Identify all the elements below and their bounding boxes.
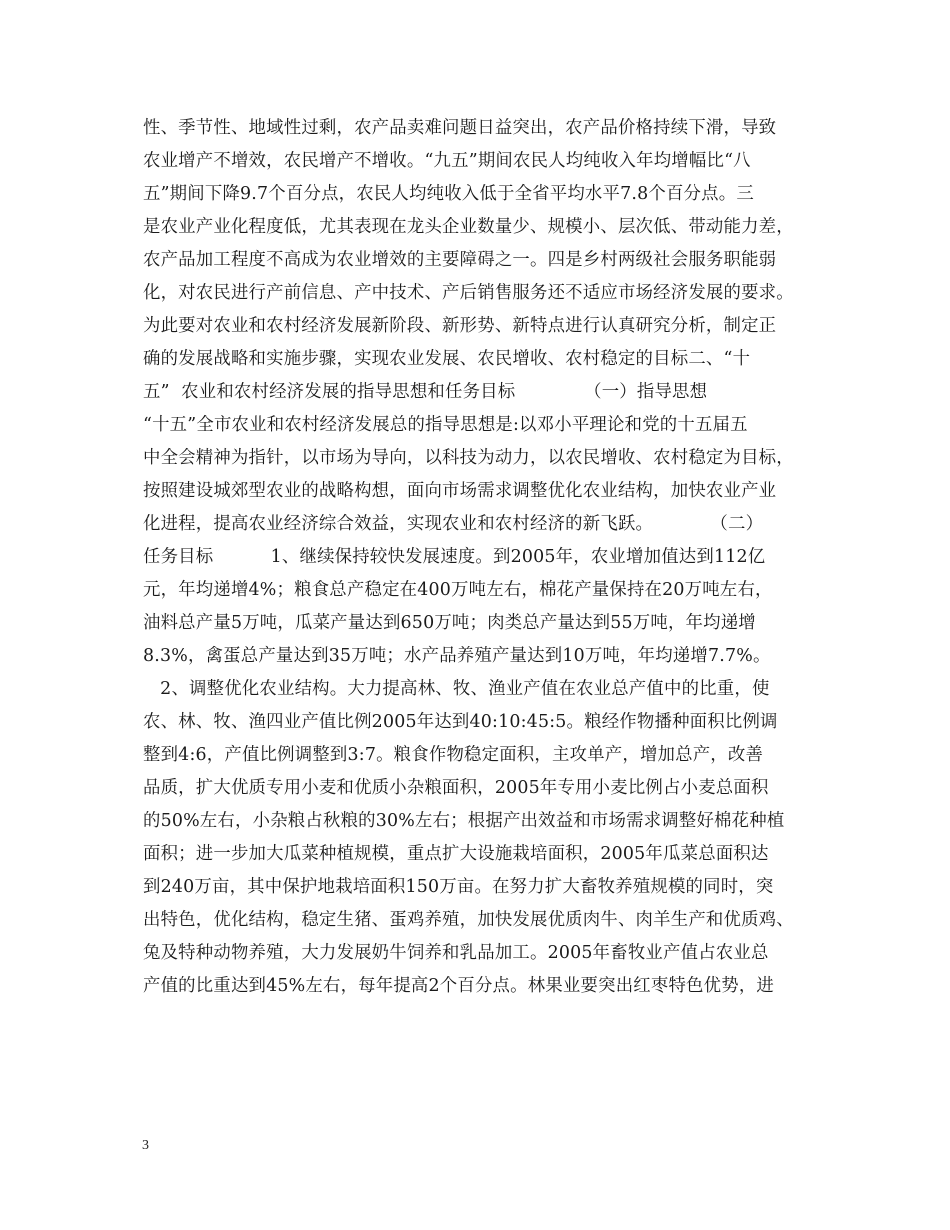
text-line: 兔及特种动物养殖，大力发展奶牛饲养和乳品加工。2005年畜牧业产值占农业总 bbox=[143, 943, 769, 963]
text-line: “十五”全市农业和农村经济发展总的指导思想是:以邓小平理论和党的十五届五 bbox=[143, 415, 748, 435]
text-line: 元，年均递增4%；粮食总产稳定在400万吨左右，棉花产量保持在20万吨左右， bbox=[143, 580, 773, 600]
text-line: 整到4:6，产值比例调整到3:7。粮食作物稳定面积，主攻单产，增加总产，改善 bbox=[143, 745, 764, 765]
text-line: 农业增产不增效，农民增产不增收。“九五”期间农民人均纯收入年均增幅比“八 bbox=[143, 151, 751, 171]
text-line: 确的发展战略和实施步骤，实现农业发展、农民增收、农村稳定的目标二、“十 bbox=[143, 349, 751, 369]
text-line: 五” 农业和农村经济发展的指导思想和任务目标 （一）指导思想 bbox=[143, 382, 708, 402]
text-line: 农、林、牧、渔四业产值比例2005年达到40:10:45:5。粮经作物播种面积比例调 bbox=[143, 712, 778, 732]
text-line: 按照建设城郊型农业的战略构想，面向市场需求调整优化农业结构，加快农业产业 bbox=[143, 481, 777, 501]
text-line: 品质，扩大优质专用小麦和优质小杂粮面积，2005年专用小麦比例占小麦总面积 bbox=[143, 778, 769, 798]
text-line: 中全会精神为指针，以市场为导向，以科技为动力，以农民增收、农村稳定为目标， bbox=[143, 448, 794, 468]
text-line: 面积；进一步加大瓜菜种植规模，重点扩大设施栽培面积，2005年瓜菜总面积达 bbox=[143, 844, 769, 864]
text-line: 是农业产业化程度低，尤其表现在龙头企业数量少、规模小、层次低、带动能力差， bbox=[143, 217, 794, 237]
text-line: 任务目标 1、继续保持较快发展速度。到2005年，农业增加值达到112亿 bbox=[143, 547, 766, 567]
text-line: 2、调整优化农业结构。大力提高林、牧、渔业产值在农业总产值中的比重，使 bbox=[143, 679, 770, 699]
text-line: 到240万亩，其中保护地栽培面积150万亩。在努力扩大畜牧养殖规模的同时，突 bbox=[143, 877, 774, 897]
page-number: 3 bbox=[142, 1138, 149, 1153]
text-line: 的50%左右，小杂粮占秋粮的30%左右；根据产出效益和市场需求调整好棉花种植 bbox=[143, 811, 785, 831]
text-line: 农产品加工程度不高成为农业增效的主要障碍之一。四是乡村两级社会服务职能弱 bbox=[143, 250, 777, 270]
text-line: 性、季节性、地域性过剩，农产品卖难问题日益突出，农产品价格持续下滑，导致 bbox=[143, 118, 777, 138]
text-line: 为此要对农业和农村经济发展新阶段、新形势、新特点进行认真研究分析，制定正 bbox=[143, 316, 777, 336]
text-line: 油料总产量5万吨，瓜菜产量达到650万吨；肉类总产量达到55万吨，年均递增 bbox=[143, 613, 756, 633]
text-line: 产值的比重达到45%左右，每年提高2个百分点。林果业要突出红枣特色优势，进 bbox=[143, 976, 775, 996]
text-line: 8.3%，禽蛋总产量达到35万吨；水产品养殖产量达到10万吨，年均递增7.7%。 bbox=[143, 646, 771, 666]
text-line: 五”期间下降9.7个百分点，农民人均纯收入低于全省平均水平7.8个百分点。三 bbox=[143, 184, 754, 204]
text-line: 化，对农民进行产前信息、产中技术、产后销售服务还不适应市场经济发展的要求。 bbox=[143, 283, 794, 303]
text-line: 化进程，提高农业经济综合效益，实现农业和农村经济的新飞跃。 （二） bbox=[143, 514, 764, 534]
text-line: 出特色，优化结构，稳定生猪、蛋鸡养殖，加快发展优质肉牛、肉羊生产和优质鸡、 bbox=[143, 910, 794, 930]
